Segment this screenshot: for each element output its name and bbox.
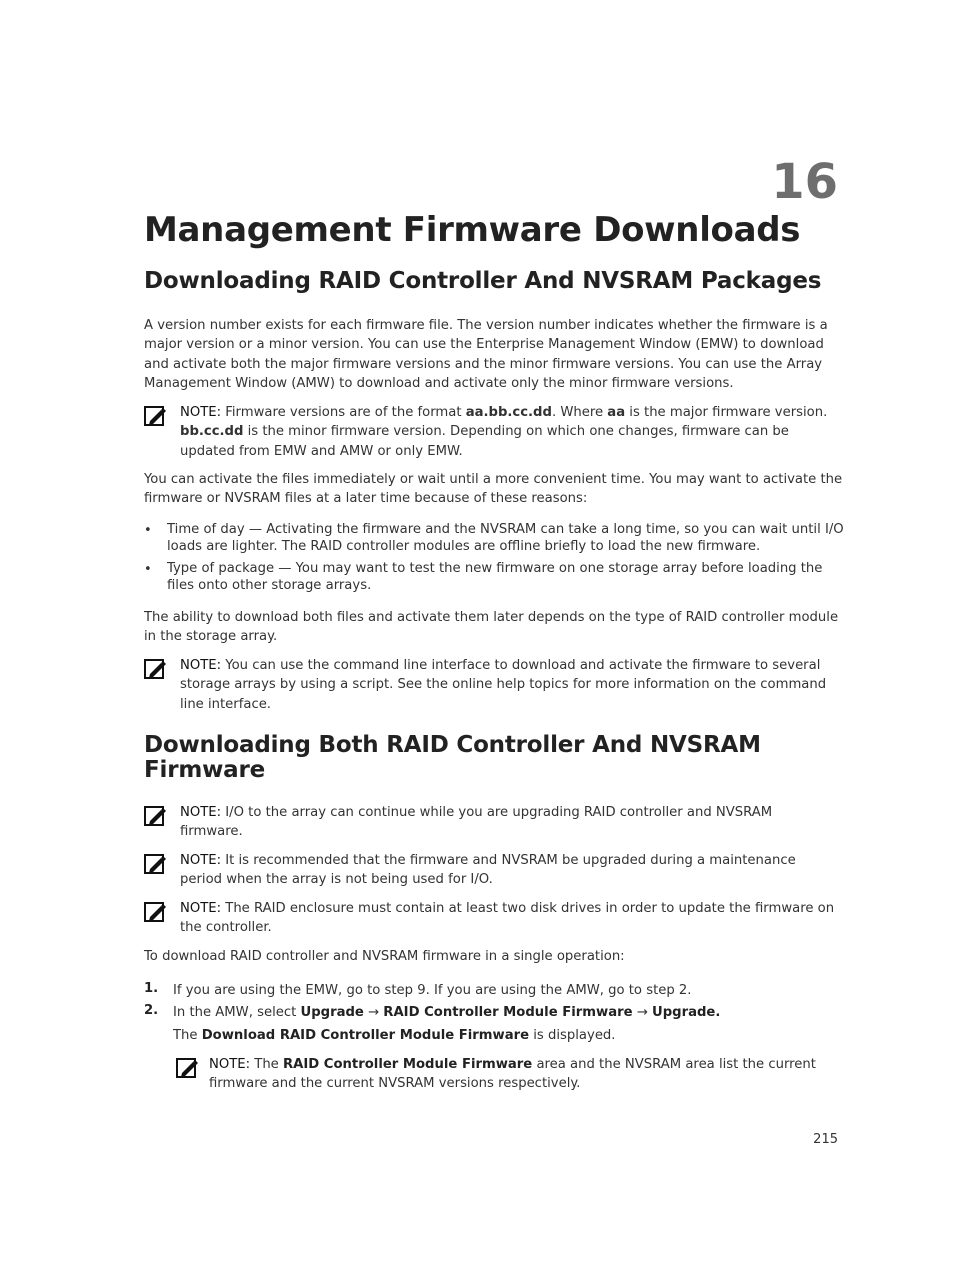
procedure-intro: To download RAID controller and NVSRAM firmware in a single operation: [144, 949, 625, 964]
intro-paragraph: A version number exists for each firmware file. The version number indicates whether the firmware is a major version or a minor version. You can use the Enterprise Management Window (EMW) to download and activate both the major firmware versions and the minor firmware versions. You can use the Array Management Window (AMW) to download and activate only the minor firmware versions. [144, 318, 828, 392]
note-cli: NOTE: You can use the command line interface to download and activate the firmware to several storage arrays by using a script. See the online help topics for more information on the command line interface. [180, 658, 827, 712]
note-io-continue: NOTE: I/O to the array can continue while you are upgrading RAID controller and NVSRAM firmware. [180, 805, 773, 840]
menu-upgrade-action: Upgrade. [651, 1005, 721, 1020]
bullet-time-of-day: Time of day — Activating the firmware and the NVSRAM can take a long time, so you can wait until I/O loads are lighter. The RAID controller modules are offline briefly to load the new firmware. [167, 522, 844, 554]
menu-raid-firmware: RAID Controller Module Firmware [383, 1005, 633, 1020]
note-pencil-icon [176, 1057, 198, 1083]
note-maintenance: NOTE: It is recommended that the firmware and NVSRAM be upgraded during a maintenance period when the array is not being used for I/O. [180, 853, 796, 888]
ability-paragraph: The ability to download both files and activate them later depends on the type of RAID controller module in the storage array. [144, 610, 839, 645]
section-heading-packages: Downloading RAID Controller And NVSRAM Packages [144, 268, 822, 294]
step-2-result: The Download RAID Controller Module Firmware is displayed. [173, 1028, 616, 1043]
bullet-marker: • [144, 562, 152, 577]
note-pencil-icon [144, 805, 166, 831]
step-1-text: If you are using the EMW, go to step 9. If you are using the AMW, go to step 2. [173, 983, 692, 998]
note-pencil-icon [144, 901, 166, 927]
chapter-title: Management Firmware Downloads [144, 210, 801, 250]
menu-upgrade: Upgrade [300, 1005, 364, 1020]
bullet-type-of-package: Type of package — You may want to test the new firmware on one storage array before loading the files onto other storage arrays. [167, 561, 823, 593]
note-pencil-icon [144, 405, 166, 431]
chapter-number: 16 [771, 154, 838, 210]
activate-paragraph: You can activate the files immediately or wait until a more convenient time. You may want to activate the firmware or NVSRAM files at a later time because of these reasons: [144, 472, 843, 507]
note-firmware-format: NOTE: Firmware versions are of the format aa.bb.cc.dd. Where aa is the major firmware version. bb.cc.dd is the minor firmware version. Depending on which one changes, firmware can be updated from EMW and AMW or only EMW. [180, 405, 828, 459]
page-number: 215 [813, 1132, 838, 1147]
note-disk-drives: NOTE: The RAID enclosure must contain at least two disk drives in order to update the firmware on the controller. [180, 901, 835, 936]
note-firmware-area: NOTE: The RAID Controller Module Firmware area and the NVSRAM area list the current firmware and the current NVSRAM versions respectively. [209, 1057, 816, 1092]
step-2-text: In the AMW, select Upgrade → RAID Controller Module Firmware → Upgrade. [173, 1005, 721, 1020]
version-format: aa.bb.cc.dd [465, 405, 552, 420]
section-heading-both: Downloading Both RAID Controller And NVSRAM Firmware [144, 732, 761, 783]
note-label: NOTE: [180, 405, 222, 420]
step-number: 2. [144, 1003, 159, 1018]
note-pencil-icon [144, 853, 166, 879]
note-pencil-icon [144, 658, 166, 684]
step-number: 1. [144, 981, 159, 996]
bullet-marker: • [144, 523, 152, 538]
